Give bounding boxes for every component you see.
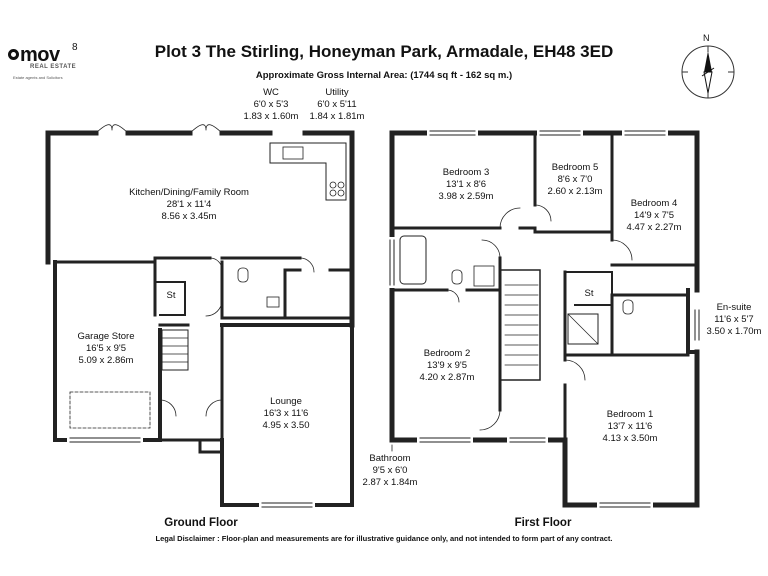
room-en-suite <box>707 302 762 338</box>
room-name: Bedroom 1 <box>606 409 654 420</box>
room-metric: 5.09 x 2.86m <box>78 355 134 366</box>
room-metric: 2.87 x 1.84m <box>362 477 418 488</box>
room-name: Bedroom 3 <box>442 167 490 178</box>
room-name: Lounge <box>270 396 302 407</box>
room-metric: 1.84 x 1.81m <box>309 111 365 122</box>
legal-disclaimer: Legal Disclaimer : Floor-plan and measurements are for illustrative guidance only, and not intended to form part of any contract. <box>155 534 613 543</box>
room-metric: 4.47 x 2.27m <box>626 222 682 233</box>
ground-floor-walls <box>48 125 352 507</box>
compass-north-label: N <box>703 33 710 43</box>
room-imperial: 9'5 x 6'0 <box>372 465 408 476</box>
room-garage-store <box>77 331 134 367</box>
room-imperial: 16'5 x 9'5 <box>85 343 127 354</box>
room-bedroom-4 <box>627 198 682 234</box>
room-imperial: 8'6 x 7'0 <box>557 174 593 185</box>
room-metric: 4.13 x 3.50m <box>602 433 658 444</box>
room-store-first <box>585 288 594 300</box>
room-metric: 4.20 x 2.87m <box>419 372 475 383</box>
room-imperial: 14'9 x 7'5 <box>633 210 675 221</box>
ground-floor-caption: Ground Floor <box>164 517 238 529</box>
room-imperial: 6'0 x 5'11 <box>317 99 357 110</box>
room-name: Utility <box>325 87 349 98</box>
room-metric: 2.60 x 2.13m <box>547 186 603 197</box>
room-utility <box>310 87 365 123</box>
room-imperial: 13'9 x 9'5 <box>426 360 468 371</box>
room-lounge <box>262 396 309 432</box>
area-subtitle: Approximate Gross Internal Area: (1744 sq ft - 162 sq m.) <box>255 70 513 81</box>
room-name: En-suite <box>716 302 752 313</box>
room-bedroom-2 <box>420 348 475 384</box>
room-bedroom-3 <box>439 167 494 203</box>
logo-superscript: 8 <box>72 42 78 53</box>
room-name: Kitchen/Dining/Family Room <box>129 187 249 198</box>
room-imperial: 28'1 x 11'4 <box>166 199 212 210</box>
first-floor-walls <box>390 131 699 507</box>
room-name: St <box>166 290 176 301</box>
room-wc <box>244 87 299 123</box>
room-name: WC <box>263 87 279 98</box>
room-bedroom-5 <box>548 162 603 198</box>
room-imperial: 13'1 x 8'6 <box>445 179 487 190</box>
room-metric: 1.83 x 1.60m <box>243 111 299 122</box>
room-metric: 8.56 x 3.45m <box>161 211 217 222</box>
room-store-ground <box>167 290 176 302</box>
room-name: Bedroom 5 <box>551 162 599 173</box>
room-metric: 3.98 x 2.59m <box>438 191 494 202</box>
room-name: Bathroom <box>369 453 411 464</box>
room-imperial: 11'6 x 5'7 <box>714 314 754 325</box>
logo-tagline: Estate agents and Solicitors <box>13 75 63 80</box>
room-imperial: 16'3 x 11'6 <box>263 408 309 419</box>
room-imperial: 13'7 x 11'6 <box>607 421 653 432</box>
room-kitchen <box>129 187 249 223</box>
room-name: Bedroom 2 <box>423 348 471 359</box>
room-imperial: 6'0 x 5'3 <box>253 99 289 110</box>
room-metric: 3.50 x 1.70m <box>706 326 762 337</box>
logo-text: mov <box>20 44 60 66</box>
page-title: Plot 3 The Stirling, Honeyman Park, Armadale, EH48 3ED <box>154 42 614 61</box>
room-bedroom-1 <box>603 409 658 445</box>
logo-subtext: REAL ESTATE <box>30 64 77 70</box>
room-name: Garage Store <box>77 331 135 342</box>
first-floor-caption: First Floor <box>514 517 572 529</box>
room-name: St <box>584 288 594 299</box>
room-bathroom <box>363 453 418 489</box>
room-name: Bedroom 4 <box>630 198 678 209</box>
room-metric: 4.95 x 3.50 <box>262 420 310 431</box>
